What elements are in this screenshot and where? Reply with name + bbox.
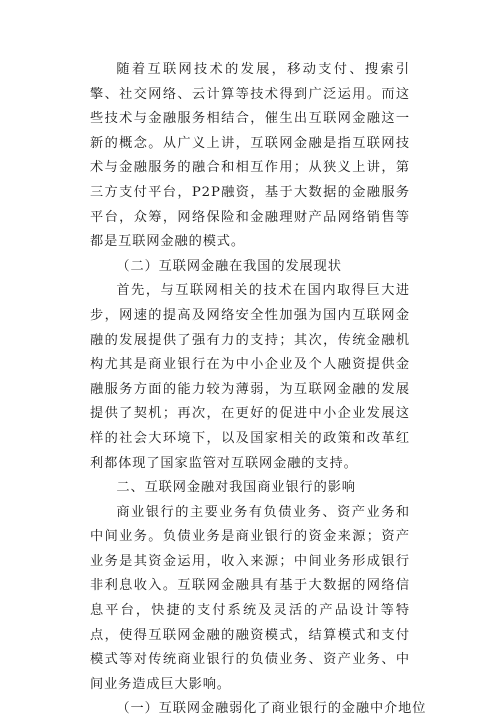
paragraph-development-status: 首先，与互联网相关的技术在国内取得巨大进步，网速的提高及网络安全性加强为国内互联网金融的发展提供了强有力的支持；其次，传统金融机构尤其是商业银行在为中小企业及个人融资提供金融服务方面的能力较为薄弱，为互联网金融的发展提供了契机；再次，在更好的促进中小企业发展这样的社会大环境下，以及国家相关的政策和改革红利都体现了国家监管对互联网金融的支持。 <box>90 283 410 471</box>
section-heading-intermediary-role: （一）互联网金融弱化了商业银行的金融中介地位 <box>116 701 427 717</box>
section-heading-impact-on-banks: 二、互联网金融对我国商业银行的影响 <box>116 480 356 496</box>
document-page <box>90 58 427 722</box>
section-heading-development-status: （二）互联网金融在我国的发展现状 <box>116 258 342 274</box>
paragraph-bank-business-impact: 商业银行的主要业务有负债业务、资产业务和中间业务。负债业务是商业银行的资金来源；资产业务是其资金运用，收入来源；中间业务形成银行非利息收入。互联网金融具有基于大数据的网络信息平台，快捷的支付系统及灵活的产品设计等特点，使得互联网金融的融资模式，结算模式和支付模式等对传统商业银行的负债业务、资产业务、中间业务造成巨大影响。 <box>90 504 410 692</box>
paragraph-internet-finance-concept: 随着互联网技术的发展，移动支付、搜索引擎、社交网络、云计算等技术得到广泛运用。而这些技术与金融服务相结合，催生出互联网金融这一新的概念。从广义上讲，互联网金融是指互联网技术与金融服务的融合和相互作用；从狭义上讲，第三方支付平台，P2P融资，基于大数据的金融服务平台，众筹，网络保险和金融理财产品网络销售等都是互联网金融的模式。 <box>90 62 410 250</box>
